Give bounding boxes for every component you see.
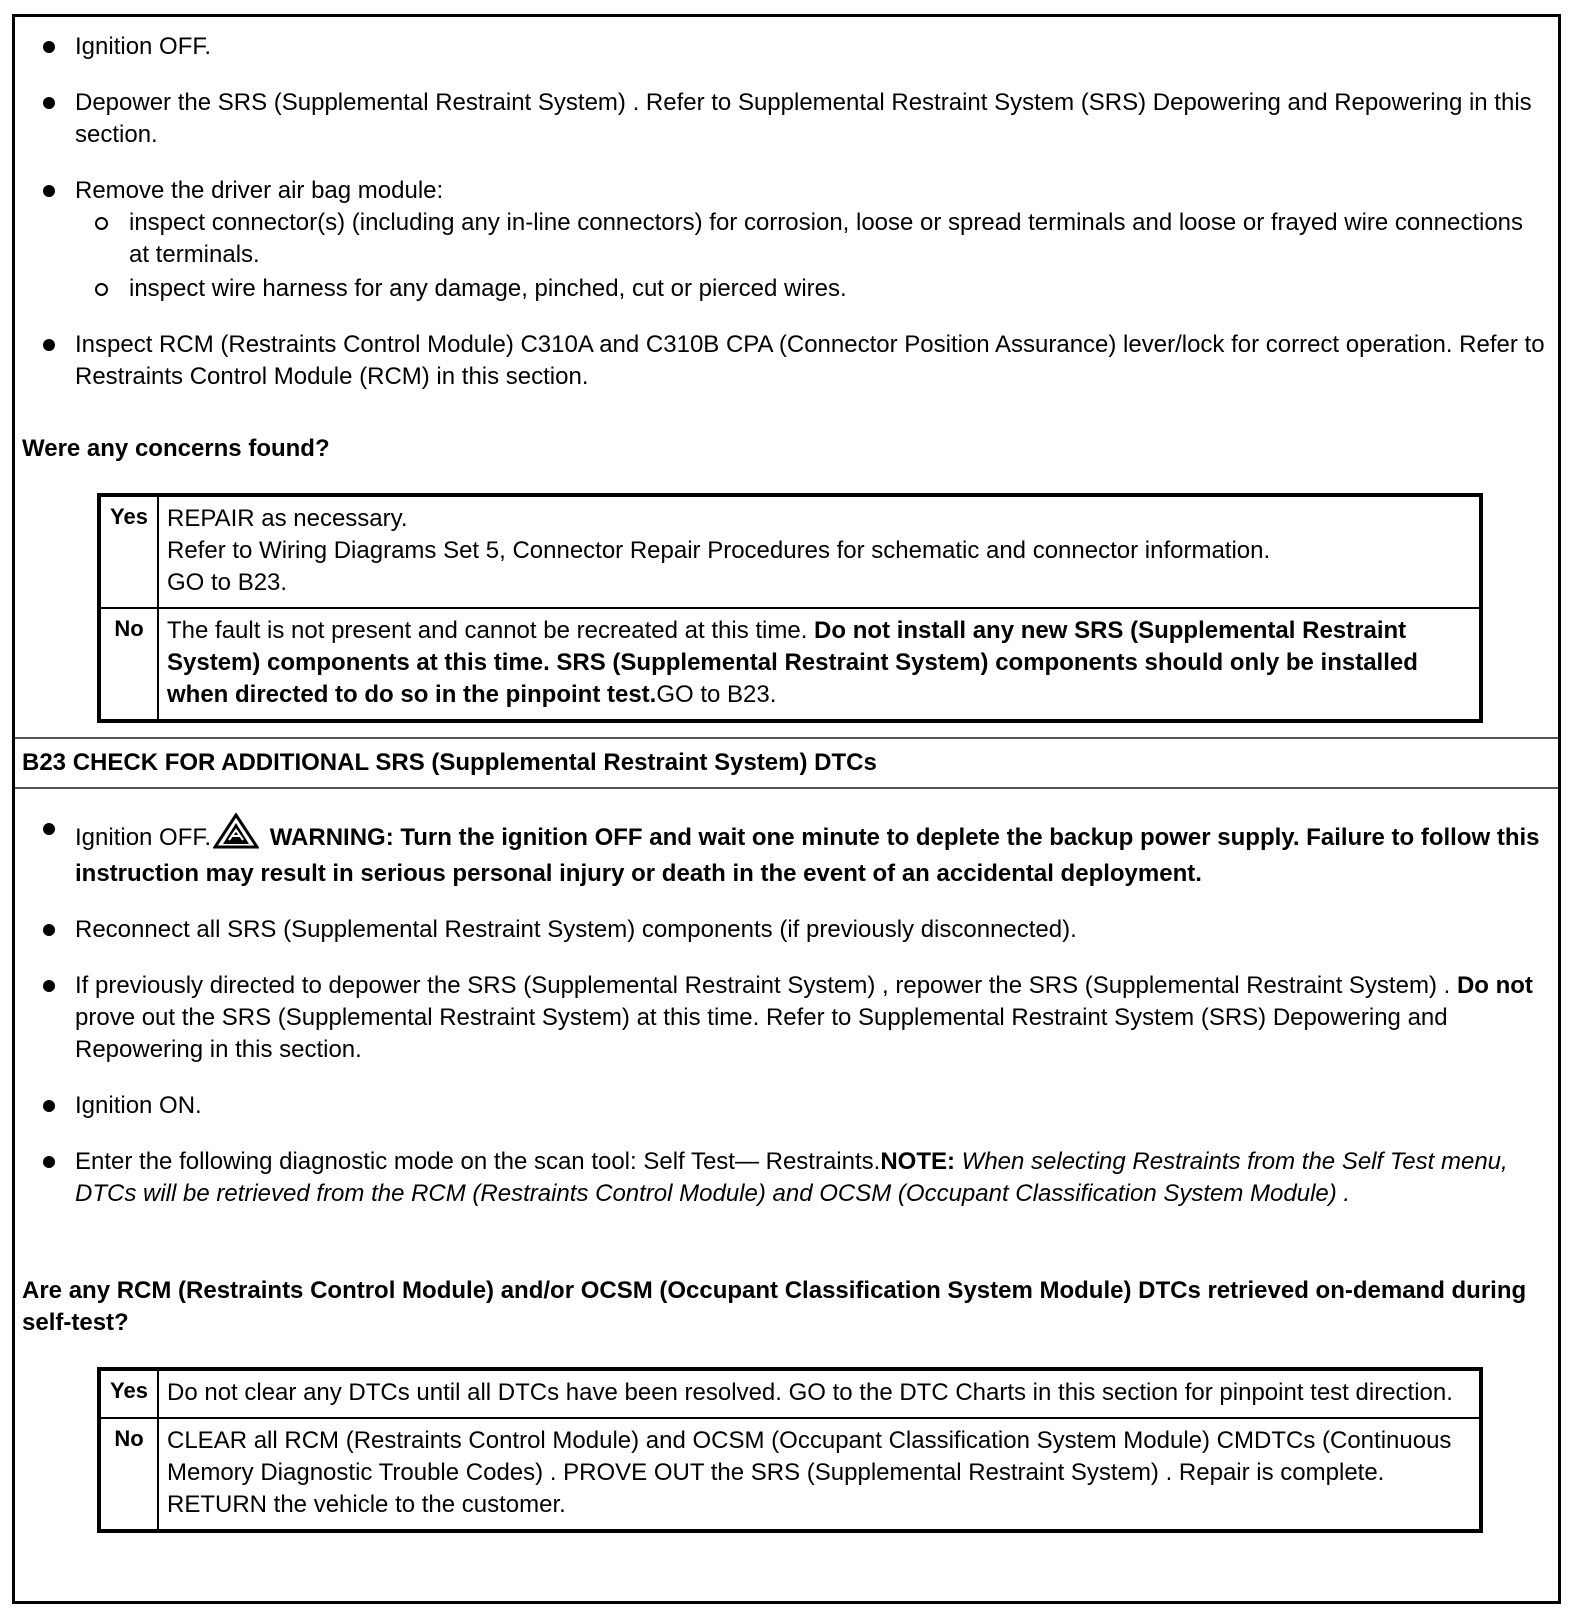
table-row-no: [99, 1418, 1481, 1531]
bullet-icon: [43, 339, 55, 351]
no-label: No: [99, 608, 158, 721]
list-item: Ignition OFF. WARNING: Turn the ignition OFF and wait one minute to deplete the backup power supply. Failure to follow this instruction may result in serious personal injury or death in the event of an accidental deployment.: [15, 813, 1558, 890]
yes-label: Yes: [99, 495, 158, 608]
question-dtcs: Are any RCM (Restraints Control Module) and/or OCSM (Occupant Classification System Module) DTCs retrieved on-demand during self-test?: [22, 1277, 1527, 1336]
bullet-icon: [43, 41, 55, 53]
step-list: [15, 31, 1558, 393]
sub-list-item: inspect wire harness for any damage, pinched, cut or pierced wires.: [75, 273, 1546, 305]
bullet-icon: [43, 924, 55, 936]
page-frame: [12, 14, 1561, 1604]
bullet-icon: [43, 980, 55, 992]
no-text: CLEAR all RCM (Restraints Control Module) and OCSM (Occupant Classification System Module) CMDTCs (Continuous Memory Diagnostic Trouble Codes) . PROVE OUT the SRS (Supplemental Restraint System) . Repair is complete. RETURN the vehicle to the customer.: [158, 1418, 1481, 1531]
bullet-icon: [43, 823, 55, 835]
yes-no-table: [97, 1367, 1483, 1533]
list-item: Remove the driver air bag module: inspect connector(s) (including any in-line connectors) for corrosion, loose or spread terminals and loose or frayed wire connections at terminals. inspect wire harness for any damage, pinched, cut or pierced wires.: [15, 175, 1558, 305]
yes-label: Yes: [99, 1369, 158, 1418]
question-concerns: Were any concerns found?: [22, 435, 330, 462]
sub-bullet-icon: [95, 283, 108, 296]
table-row-yes: [99, 495, 1481, 608]
sub-bullet-icon: [95, 217, 108, 230]
yes-text: REPAIR as necessary. Refer to Wiring Diagrams Set 5, Connector Repair Procedures for schematic and connector information. GO to B23.: [158, 495, 1481, 608]
bullet-icon: [43, 1156, 55, 1168]
list-item: If previously directed to depower the SRS (Supplemental Restraint System) , repower the SRS (Supplemental Restraint System) . Do not prove out the SRS (Supplemental Restraint System) at this time. Refer to Supplemental Restraint System (SRS) Depowering and Repowering in this section.: [15, 970, 1558, 1066]
list-item: Reconnect all SRS (Supplemental Restraint System) components (if previously disconnected).: [15, 914, 1558, 946]
list-item: Ignition OFF.: [15, 31, 1558, 63]
step-b22-section: [15, 17, 1558, 737]
list-item: Depower the SRS (Supplemental Restraint System) . Refer to Supplemental Restraint System (SRS) Depowering and Repowering in this section.: [15, 87, 1558, 151]
warning-triangle-icon: [213, 813, 259, 858]
bullet-icon: [43, 97, 55, 109]
step-list: [15, 813, 1558, 1210]
list-item: Inspect RCM (Restraints Control Module) C310A and C310B CPA (Connector Position Assurance) lever/lock for correct operation. Refer to Restraints Control Module (RCM) in this section.: [15, 329, 1558, 393]
step-b23-section: [15, 789, 1558, 1601]
bullet-icon: [43, 1100, 55, 1112]
no-label: No: [99, 1418, 158, 1531]
list-item: Ignition ON.: [15, 1090, 1558, 1122]
bullet-icon: [43, 185, 55, 197]
yes-text: Do not clear any DTCs until all DTCs have been resolved. GO to the DTC Charts in this section for pinpoint test direction.: [158, 1369, 1481, 1418]
no-text: The fault is not present and cannot be recreated at this time. Do not install any new SRS (Supplemental Restraint System) components at this time. SRS (Supplemental Restraint System) components should only be installed when directed to do so in the pinpoint test.GO to B23.: [158, 608, 1481, 721]
sub-list-item: inspect connector(s) (including any in-line connectors) for corrosion, loose or spread terminals and loose or frayed wire connections at terminals.: [75, 207, 1546, 271]
yes-no-table: [97, 493, 1483, 723]
table-row-no: [99, 608, 1481, 721]
list-item: Enter the following diagnostic mode on the scan tool: Self Test— Restraints.NOTE: When selecting Restraints from the Self Test menu, DTCs will be retrieved from the RCM (Restraints Control Module) and OCSM (Occupant Classification System Module) .: [15, 1146, 1558, 1210]
table-row-yes: [99, 1369, 1481, 1418]
step-b23-heading: B23 CHECK FOR ADDITIONAL SRS (Supplemental Restraint System) DTCs: [15, 737, 1558, 789]
sub-list: [75, 207, 1546, 305]
